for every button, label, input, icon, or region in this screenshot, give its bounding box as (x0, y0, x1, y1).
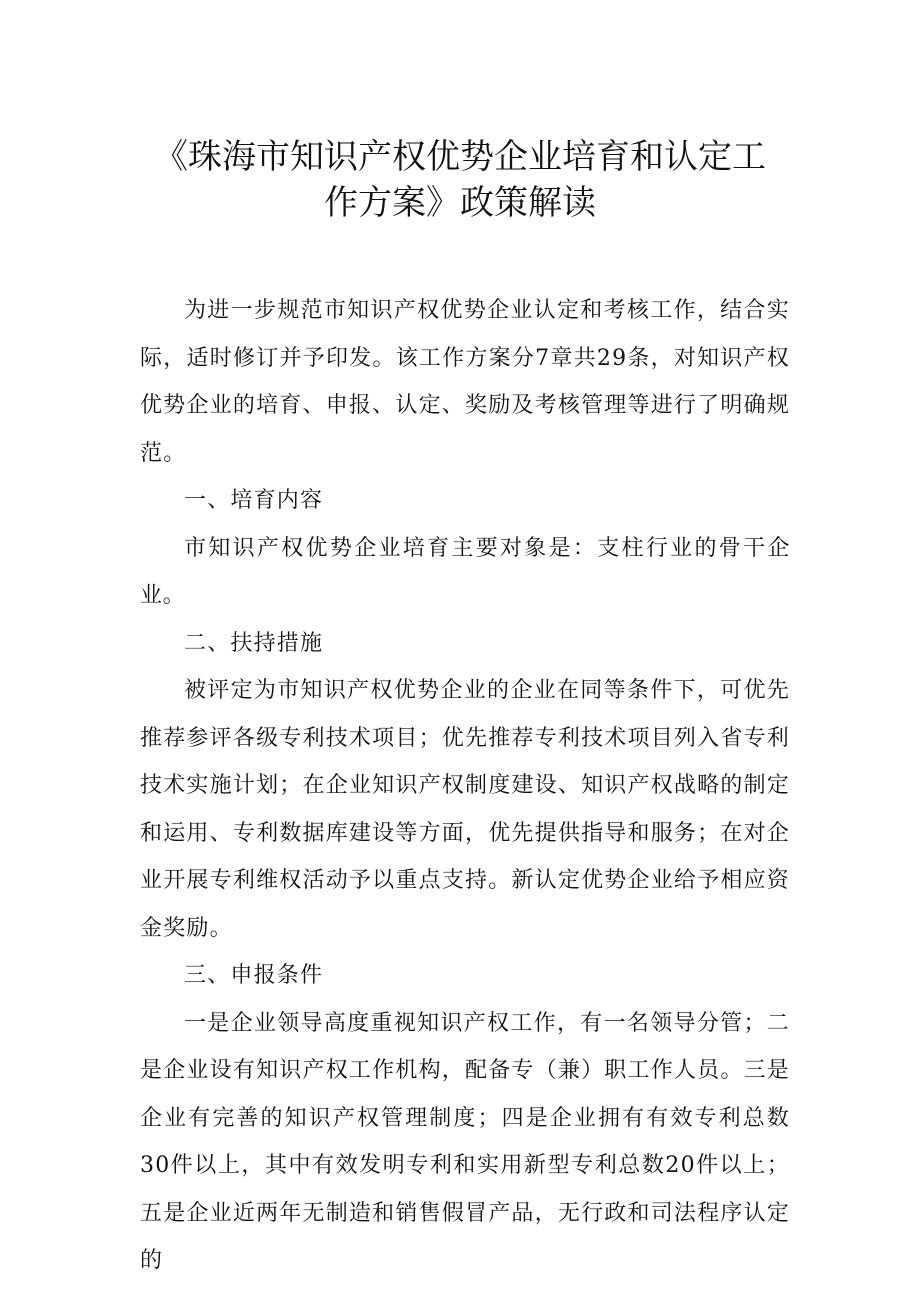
section-1-heading: 一、培育内容 (184, 488, 324, 513)
section-2-heading: 二、扶持措施 (184, 630, 324, 656)
section-3-heading: 三、申报条件 (184, 963, 324, 988)
document-title-line-2: 作方案》政策解读 (324, 183, 596, 223)
intro-paragraph: 为进一步规范市知识产权优势企业认定和考核工作，结合实际，适时修订并予印发。该工作方案分7章共29条，对知识产权优势企业的培育、申报、认定、奖励及考核管理等进行了明确规范。 (140, 298, 790, 466)
document-body (140, 287, 790, 1285)
section-3-paragraph: 一是企业领导高度重视知识产权工作，有一名领导分管；二是企业设有知识产权工作机构，配备专（兼）职工作人员。三是企业有完善的知识产权管理制度；四是企业拥有有效专利总数30件以上，其中有效发明专利和实用新型专利总数20件以上；五是企业近两年无制造和销售假冒产品，无行政和司法程序认定的 (140, 1010, 790, 1273)
document-title-line-1: 《珠海市知识产权优势企业培育和认定工 (154, 137, 766, 177)
section-2-paragraph: 被评定为市知识产权优势企业的企业在同等条件下，可优先推荐参评各级专利技术项目；优先推荐专利技术项目列入省专利技术实施计划；在企业知识产权制度建设、知识产权战略的制定和运用、专利数据库建设等方面，优先提供指导和服务；在对企业开展专利维权活动予以重点支持。新认定优势企业给予相应资金奖励。 (140, 678, 790, 941)
section-1-paragraph: 市知识产权优势企业培育主要对象是：支柱行业的骨干企业。 (140, 535, 790, 608)
